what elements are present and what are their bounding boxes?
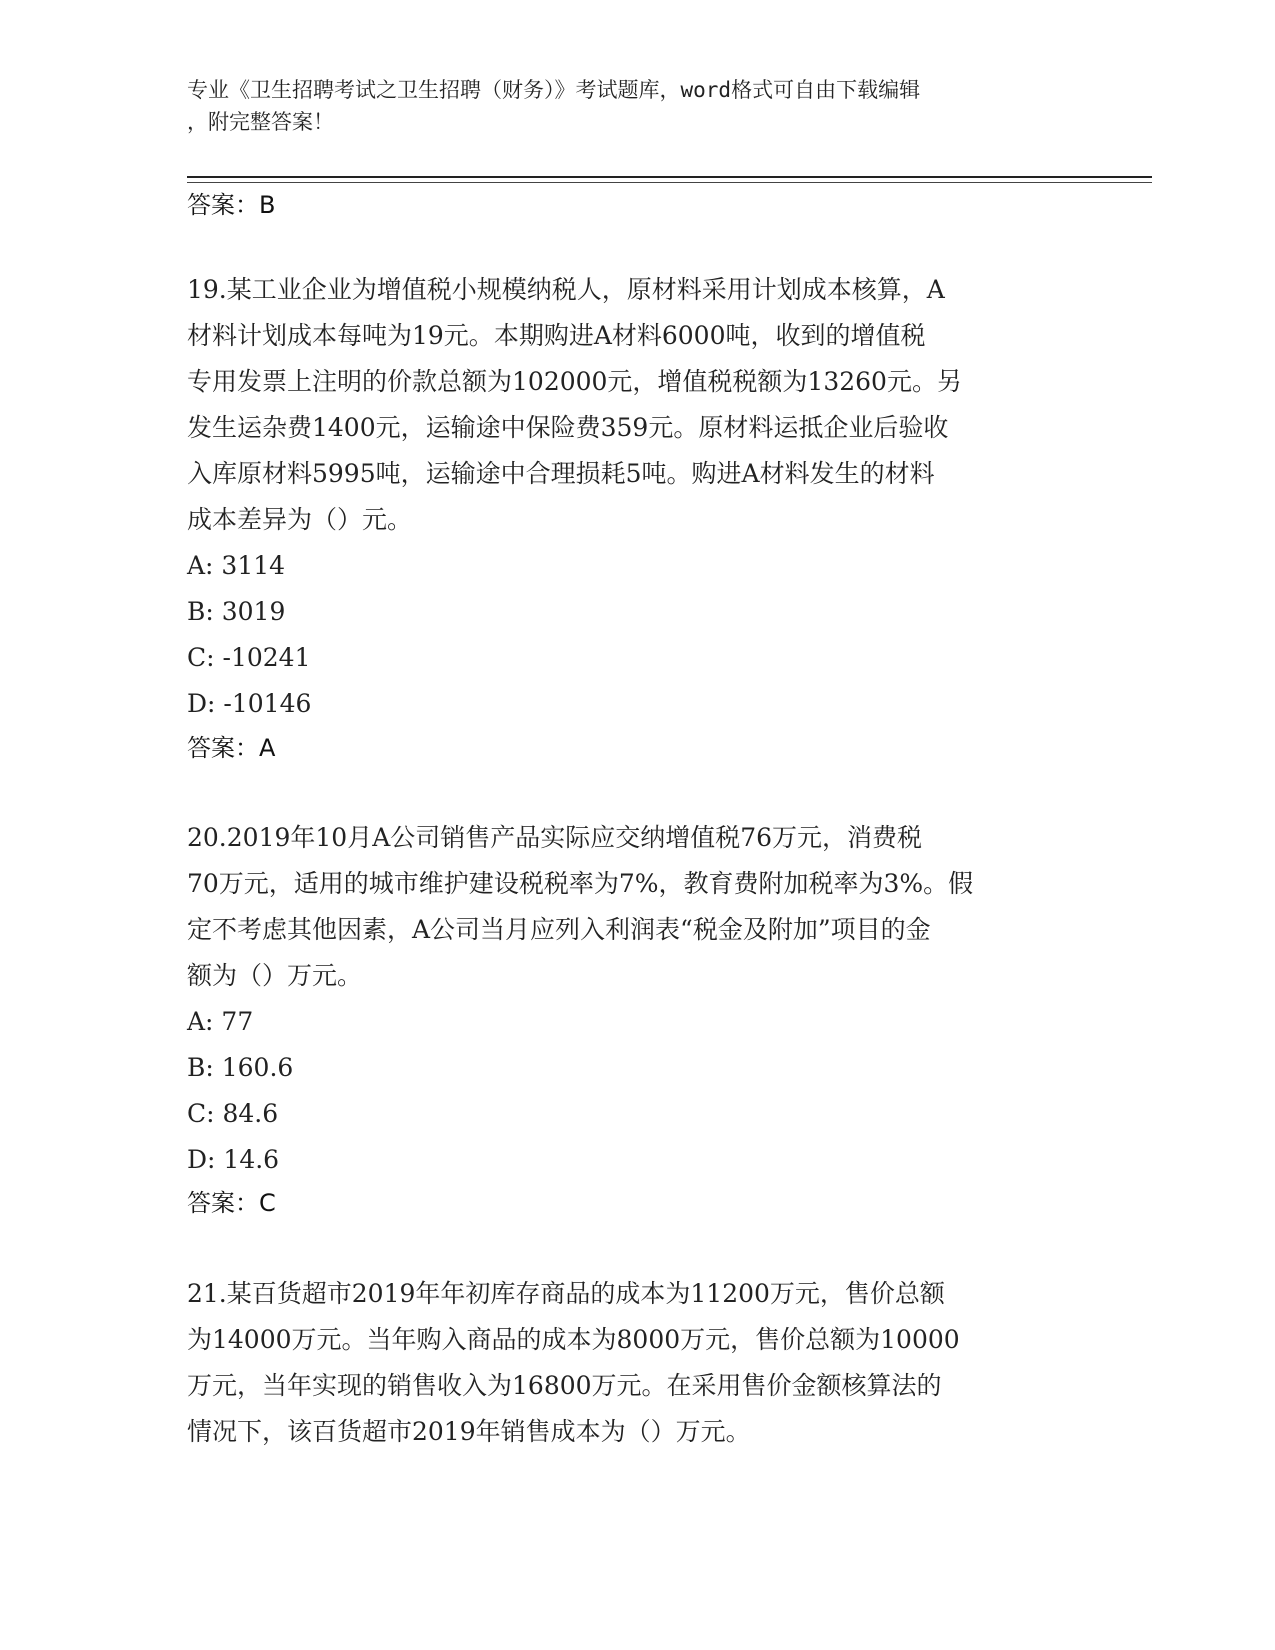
question-line: 定不考虑其他因素，A公司当月应列入利润表“税金及附加”项目的金 [187, 915, 931, 944]
header-line: ，附完整答案！ [187, 110, 334, 134]
question-line: 万元，当年实现的销售收入为16800万元。在采用售价金额核算法的 [187, 1371, 942, 1400]
question-19 [187, 267, 1087, 727]
option-c: C: 84.6 [187, 1099, 279, 1128]
question-line: 额为（）万元。 [187, 961, 363, 990]
question-line: 21.某百货超市2019年年初库存商品的成本为11200万元，售价总额 [187, 1279, 945, 1308]
option-d: D: 14.6 [187, 1145, 280, 1174]
option-a: A: 77 [187, 1007, 254, 1036]
option-b: B: 3019 [187, 597, 286, 626]
question-21 [187, 1271, 1087, 1455]
option-d: D: -10146 [187, 689, 312, 718]
answer-19: 答案：A [187, 734, 276, 762]
question-line: 19.某工业企业为增值税小规模纳税人，原材料采用计划成本核算，A [187, 275, 945, 304]
question-20 [187, 815, 1087, 1183]
option-a: A: 3114 [187, 551, 286, 580]
question-line: 入库原材料5995吨，运输途中合理损耗5吨。购进A材料发生的材料 [187, 459, 935, 488]
header-line: 专业《卫生招聘考试之卫生招聘（财务）》考试题库，word格式可自由下载编辑 [187, 78, 921, 102]
question-line: 70万元，适用的城市维护建设税税率为7%，教育费附加税率为3%。假 [187, 869, 974, 898]
question-line: 情况下，该百货超市2019年销售成本为（）万元。 [187, 1417, 751, 1446]
question-line: 为14000万元。当年购入商品的成本为8000万元，售价总额为10000 [187, 1325, 960, 1354]
option-c: C: -10241 [187, 643, 311, 672]
answer-20: 答案：C [187, 1189, 276, 1217]
question-line: 发生运杂费1400元，运输途中保险费359元。原材料运抵企业后验收 [187, 413, 949, 442]
option-b: B: 160.6 [187, 1053, 294, 1082]
question-line: 20.2019年10月A公司销售产品实际应交纳增值税76万元，消费税 [187, 823, 923, 852]
header-divider-thin [187, 182, 1152, 183]
document-header [187, 74, 1087, 138]
previous-answer: 答案：B [187, 191, 276, 219]
header-divider-thick [187, 176, 1152, 178]
question-line: 专用发票上注明的价款总额为102000元，增值税税额为13260元。另 [187, 367, 962, 396]
question-line: 材料计划成本每吨为19元。本期购进A材料6000吨，收到的增值税 [187, 321, 926, 350]
question-line: 成本差异为（）元。 [187, 505, 413, 534]
